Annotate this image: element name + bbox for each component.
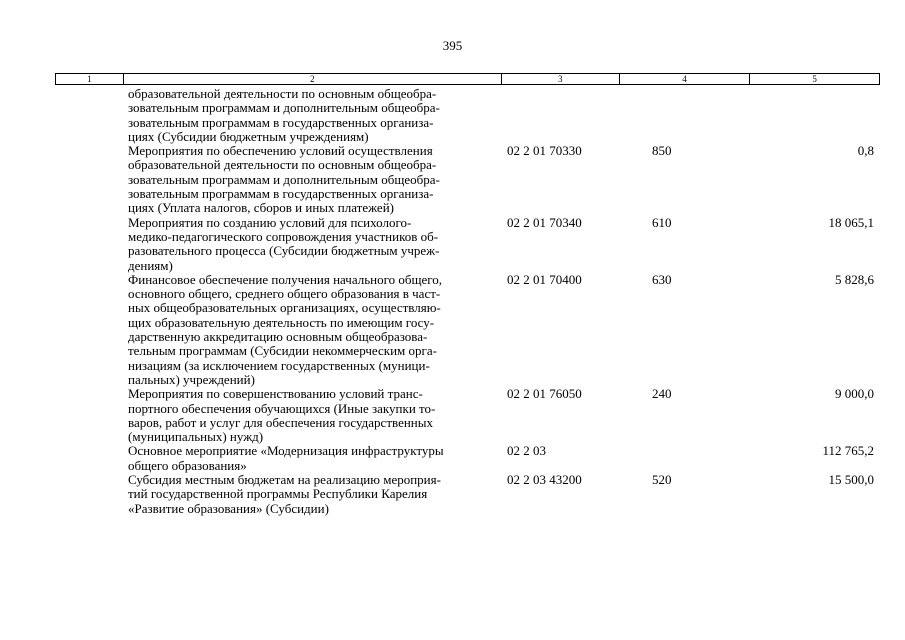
table-row	[55, 273, 880, 387]
row-amount: 0,8	[857, 143, 874, 159]
row-description	[123, 216, 502, 273]
description-line: разовательного процесса (Субсидии бюджетным учреж-	[128, 243, 440, 259]
row-number-cell	[55, 216, 123, 273]
description-line: Субсидия местным бюджетам на реализацию мероприя-	[128, 472, 441, 488]
header-col-1: 1	[56, 74, 124, 84]
row-type: 850	[652, 143, 672, 159]
description-line: медико-педагогического сопровождения участников об-	[128, 228, 439, 244]
row-description	[123, 473, 502, 516]
row-type	[620, 87, 751, 144]
table-header	[55, 73, 880, 85]
description-line: портного обеспечения обучающихся (Иные закупки то-	[128, 400, 436, 416]
row-description	[123, 387, 502, 444]
table-row	[55, 444, 880, 473]
row-amount: 112 765,2	[822, 443, 874, 459]
header-col-3: 3	[502, 74, 620, 84]
description-line: основного общего, среднего общего образования в част-	[128, 286, 441, 302]
row-amount: 18 065,1	[828, 214, 874, 230]
header-col-2: 2	[124, 74, 502, 84]
table-row	[55, 87, 880, 144]
row-number-cell	[55, 144, 123, 215]
description-line: дениям)	[128, 257, 173, 273]
row-type: 520	[652, 472, 672, 488]
table-row	[55, 473, 880, 516]
description-line: щих образовательную деятельность по имеющим госу-	[128, 314, 435, 330]
description-line: ных общеобразовательных организациях, осуществляю-	[128, 300, 441, 316]
description-line: «Развитие образования» (Субсидии)	[128, 500, 329, 516]
row-description	[123, 87, 502, 144]
table-row	[55, 144, 880, 215]
description-line: Мероприятия по совершенствованию условий транс-	[128, 386, 423, 402]
description-line: циях (Субсидии бюджетным учреждениям)	[128, 128, 369, 144]
description-line: образовательной деятельности по основным общеобра-	[128, 157, 437, 173]
description-line: зовательным программам в государственных организа-	[128, 114, 434, 130]
description-line: (муниципальных) нужд)	[128, 429, 264, 445]
row-code: 02 2 03	[507, 443, 546, 459]
description-line: Мероприятия по обеспечению условий осуществления	[128, 143, 433, 159]
description-line: Финансовое обеспечение получения начального общего,	[128, 271, 442, 287]
row-number-cell	[55, 473, 123, 516]
table-body	[55, 87, 880, 516]
row-type	[620, 444, 751, 473]
description-line: общего образования»	[128, 457, 247, 473]
row-amount: 9 000,0	[835, 386, 874, 402]
header-col-5: 5	[812, 74, 817, 84]
row-type: 610	[652, 214, 672, 230]
description-line: зовательным программам и дополнительным общеобра-	[128, 171, 440, 187]
description-line: варов, работ и услуг для обеспечения государственных	[128, 414, 433, 430]
description-line: циях (Уплата налогов, сборов и иных платежей)	[128, 200, 394, 216]
description-line: пальных) учреждений)	[128, 371, 255, 387]
row-amount	[751, 87, 880, 144]
row-type: 240	[652, 386, 672, 402]
description-line: зовательным программам в государственных организа-	[128, 186, 434, 202]
header-col-4: 4	[620, 74, 751, 84]
row-number-cell	[55, 387, 123, 444]
row-amount: 15 500,0	[828, 472, 874, 488]
description-line: Основное мероприятие «Модернизация инфраструктуры	[128, 443, 444, 459]
description-line: тий государственной программы Республики Карелия	[128, 486, 428, 502]
row-type: 630	[652, 271, 672, 287]
row-code: 02 2 01 70330	[507, 143, 582, 159]
row-description	[123, 144, 502, 215]
row-number-cell	[55, 444, 123, 473]
row-code: 02 2 01 76050	[507, 386, 582, 402]
table-row	[55, 387, 880, 444]
description-line: Мероприятия по созданию условий для психолого-	[128, 214, 412, 230]
row-code: 02 2 01 70400	[507, 271, 582, 287]
row-code: 02 2 01 70340	[507, 214, 582, 230]
row-amount: 5 828,6	[835, 271, 874, 287]
row-description	[123, 273, 502, 387]
page-number: 395	[442, 38, 463, 53]
row-code: 02 2 03 43200	[507, 472, 582, 488]
description-line: низациям (за исключением государственных (муници-	[128, 357, 430, 373]
row-number-cell	[55, 87, 123, 144]
row-number-cell	[55, 273, 123, 387]
description-line: образовательной деятельности по основным общеобра-	[128, 86, 437, 101]
description-line: зовательным программам и дополнительным общеобра-	[128, 100, 440, 116]
row-code	[502, 87, 620, 144]
row-description	[123, 444, 502, 473]
table-row	[55, 216, 880, 273]
description-line: дарственную аккредитацию основным общеобразова-	[128, 329, 428, 345]
description-line: тельным программам (Субсидии некоммерческим орга-	[128, 343, 437, 359]
